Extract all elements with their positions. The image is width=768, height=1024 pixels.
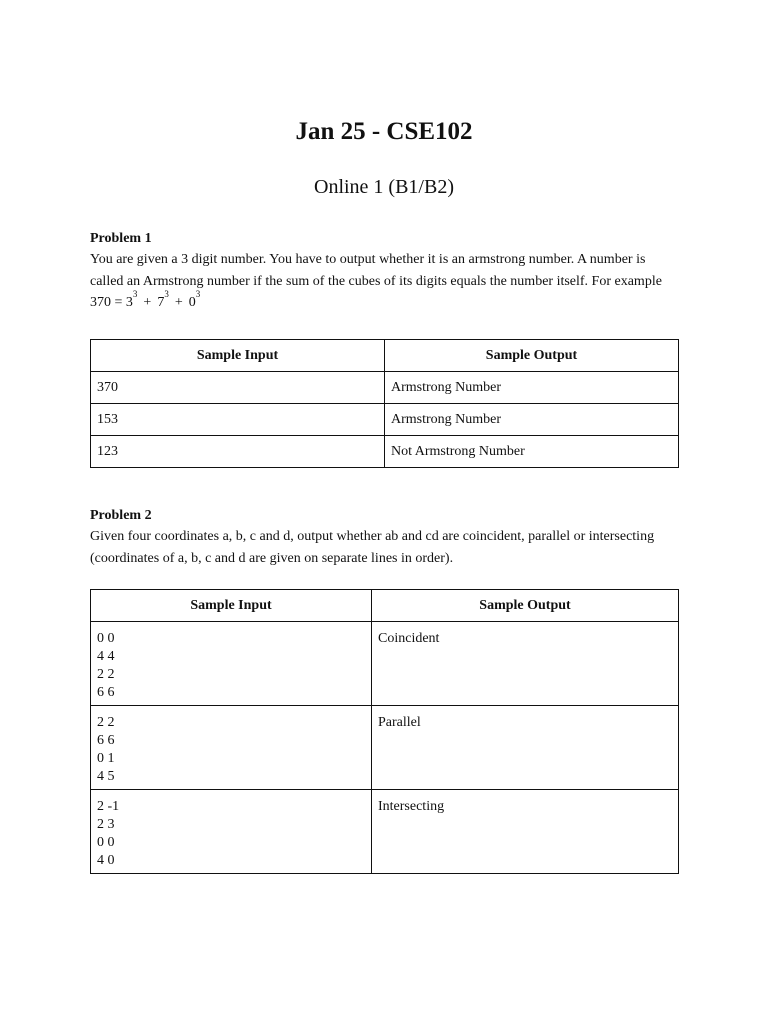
input-line: 0 0 xyxy=(97,631,115,646)
problem-1-description xyxy=(90,249,682,314)
input-line: 2 2 xyxy=(97,715,115,730)
table-row xyxy=(91,790,679,874)
problem-1-sample-table xyxy=(90,339,679,468)
page-title: Jan 25 - CSE102 xyxy=(295,118,473,145)
sample-input-cell xyxy=(91,790,372,874)
example-base-1: 3 xyxy=(125,295,133,310)
armstrong-example-expression xyxy=(125,289,201,310)
sample-input-cell: 370 xyxy=(91,372,385,404)
table-header-row xyxy=(91,340,679,372)
sample-output-cell: Parallel xyxy=(372,706,679,790)
problem-2-sample-table xyxy=(90,589,679,874)
sample-input-cell: 153 xyxy=(91,404,385,436)
table-row xyxy=(91,622,679,706)
input-line: 6 6 xyxy=(97,685,115,700)
sample-output-header: Sample Output xyxy=(385,340,679,372)
sample-output-cell: Armstrong Number xyxy=(385,404,679,436)
input-line: 0 1 xyxy=(97,751,115,766)
table-row xyxy=(91,706,679,790)
example-base-2: 7 xyxy=(157,295,165,310)
table-row xyxy=(91,372,679,404)
example-operator-2: + xyxy=(174,295,183,310)
example-exponent-3: 3 xyxy=(195,289,201,300)
sample-output-header: Sample Output xyxy=(372,590,679,622)
sample-input-cell xyxy=(91,706,372,790)
input-line: 4 0 xyxy=(97,853,115,868)
problem-2-heading: Problem 2 xyxy=(90,508,152,523)
sample-input-header: Sample Input xyxy=(91,590,372,622)
sample-output-cell: Not Armstrong Number xyxy=(385,436,679,468)
input-line: 6 6 xyxy=(97,733,115,748)
sample-output-cell: Coincident xyxy=(372,622,679,706)
input-line: 4 4 xyxy=(97,649,115,664)
example-exponent-2: 3 xyxy=(164,289,169,300)
problem-1-heading: Problem 1 xyxy=(90,231,152,246)
problem-2-description: Given four coordinates a, b, c and d, output whether ab and cd are coincident, parallel or intersecting (coordinates of a, b, c and d are given on separate lines in order). xyxy=(90,529,655,566)
sample-input-cell xyxy=(91,622,372,706)
sample-output-cell: Intersecting xyxy=(372,790,679,874)
input-line: 0 0 xyxy=(97,835,115,850)
sample-input-cell: 123 xyxy=(91,436,385,468)
sample-input-header: Sample Input xyxy=(91,340,385,372)
input-line: 4 5 xyxy=(97,769,115,784)
table-row xyxy=(91,436,679,468)
example-operator-1: + xyxy=(143,295,152,310)
sample-output-cell: Armstrong Number xyxy=(385,372,679,404)
example-exponent-1: 3 xyxy=(132,289,138,300)
input-line: 2 2 xyxy=(97,667,115,682)
page-subtitle: Online 1 (B1/B2) xyxy=(314,176,454,198)
table-row xyxy=(91,404,679,436)
table-header-row xyxy=(91,590,679,622)
example-base-3: 0 xyxy=(188,295,196,310)
input-line: 2 -1 xyxy=(97,799,120,814)
problem-1-text: You are given a 3 digit number. You have to output whether it is an armstrong number. A number is called an Armstrong number if the sum of the cubes of its digits equals the number itself. For example 370 = xyxy=(90,252,662,310)
input-line: 2 3 xyxy=(97,817,115,832)
